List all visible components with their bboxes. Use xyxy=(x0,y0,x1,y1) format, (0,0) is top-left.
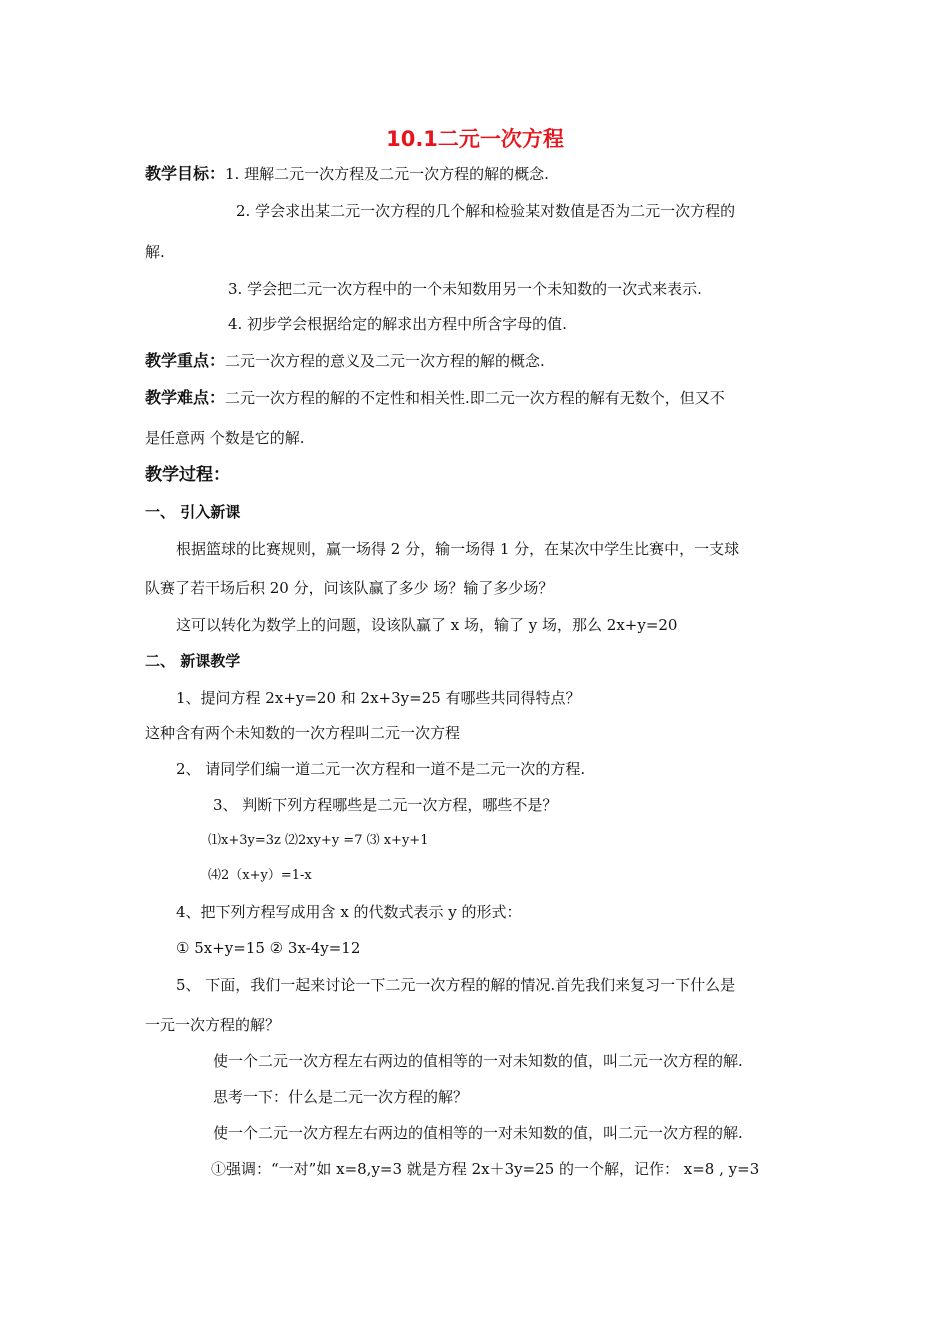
difficulty-text-cont: 是任意两 个数是它的解. xyxy=(145,429,305,447)
process-label: 教学过程： xyxy=(145,465,230,485)
definition-1: 使一个二元一次方程左右两边的值相等的一对未知数的值，叫二元一次方程的解. xyxy=(213,1052,743,1070)
question-1: 1、提问方程 2x+y=20 和 2x+3y=25 有哪些共同得特点？ xyxy=(176,689,581,707)
section2-heading: 二、 新课教学 xyxy=(145,652,241,670)
document-title: 10.1二元一次方程 xyxy=(386,127,564,151)
goals-label: 教学目标： xyxy=(145,164,226,183)
difficulty-line xyxy=(145,388,725,408)
goal-item-2: 2. 学会求出某二元一次方程的几个解和检验某对数值是否为二元一次方程的 xyxy=(236,202,736,220)
question-2: 2、 请同学们编一道二元一次方程和一道不是二元一次的方程. xyxy=(176,760,586,778)
difficulty-text: 二元一次方程的解的不定性和相关性.即二元一次方程的解有无数个，但又不 xyxy=(225,389,725,407)
question-5: 5、 下面，我们一起来讨论一下二元一次方程的解的情况.首先我们来复习一下什么是 xyxy=(176,976,736,994)
section1-paragraph-2: 这可以转化为数学上的问题，设该队赢了 x 场，输了 y 场，那么 2x+y=20 xyxy=(176,616,678,634)
goal-item-2-cont: 解. xyxy=(145,243,165,261)
question-4: 4、把下列方程写成用含 x 的代数式表示 y 的形式： xyxy=(176,903,522,921)
section1-heading: 一、 引入新课 xyxy=(145,503,241,521)
key-point-line xyxy=(145,351,545,371)
question-3-equations-1: ⑴x+3y=3z ⑵2xy+y =7 ⑶ x+y+1 xyxy=(208,833,429,848)
question-3-equations-2: ⑷2（x+y）=1-x xyxy=(208,868,312,883)
goals-line-1 xyxy=(145,164,549,184)
goal-item-3: 3. 学会把二元一次方程中的一个未知数用另一个未知数的一次式来表示. xyxy=(228,280,702,298)
section1-paragraph-1-cont: 队赛了若干场后积 20 分，问该队赢了多少 场？输了多少场？ xyxy=(145,579,554,597)
question-3: 3、 判断下列方程哪些是二元一次方程，哪些不是？ xyxy=(213,796,558,814)
think-prompt: 思考一下：什么是二元一次方程的解？ xyxy=(213,1088,469,1106)
section1-paragraph-1: 根据篮球的比赛规则，赢一场得 2 分，输一场得 1 分，在某次中学生比赛中，一支球 xyxy=(176,540,740,558)
key-point-label: 教学重点： xyxy=(145,351,226,370)
key-point-text: 二元一次方程的意义及二元一次方程的解的概念. xyxy=(225,352,545,370)
emphasis-note: ①强调：“一对”如 x=8,y=3 就是方程 2x＋3y=25 的一个解，记作： x=8 , y=3 xyxy=(211,1160,760,1178)
difficulty-label: 教学难点： xyxy=(145,388,226,407)
question-1-answer: 这种含有两个未知数的一次方程叫二元一次方程 xyxy=(145,724,461,742)
goal-item-1: 1. 理解二元一次方程及二元一次方程的解的概念. xyxy=(225,165,549,183)
goal-item-4: 4. 初步学会根据给定的解求出方程中所含字母的值. xyxy=(228,315,567,333)
question-4-equations: ① 5x+y=15 ② 3x-4y=12 xyxy=(176,939,361,957)
question-5-cont: 一元一次方程的解？ xyxy=(145,1016,281,1034)
definition-2: 使一个二元一次方程左右两边的值相等的一对未知数的值，叫二元一次方程的解. xyxy=(213,1124,743,1142)
